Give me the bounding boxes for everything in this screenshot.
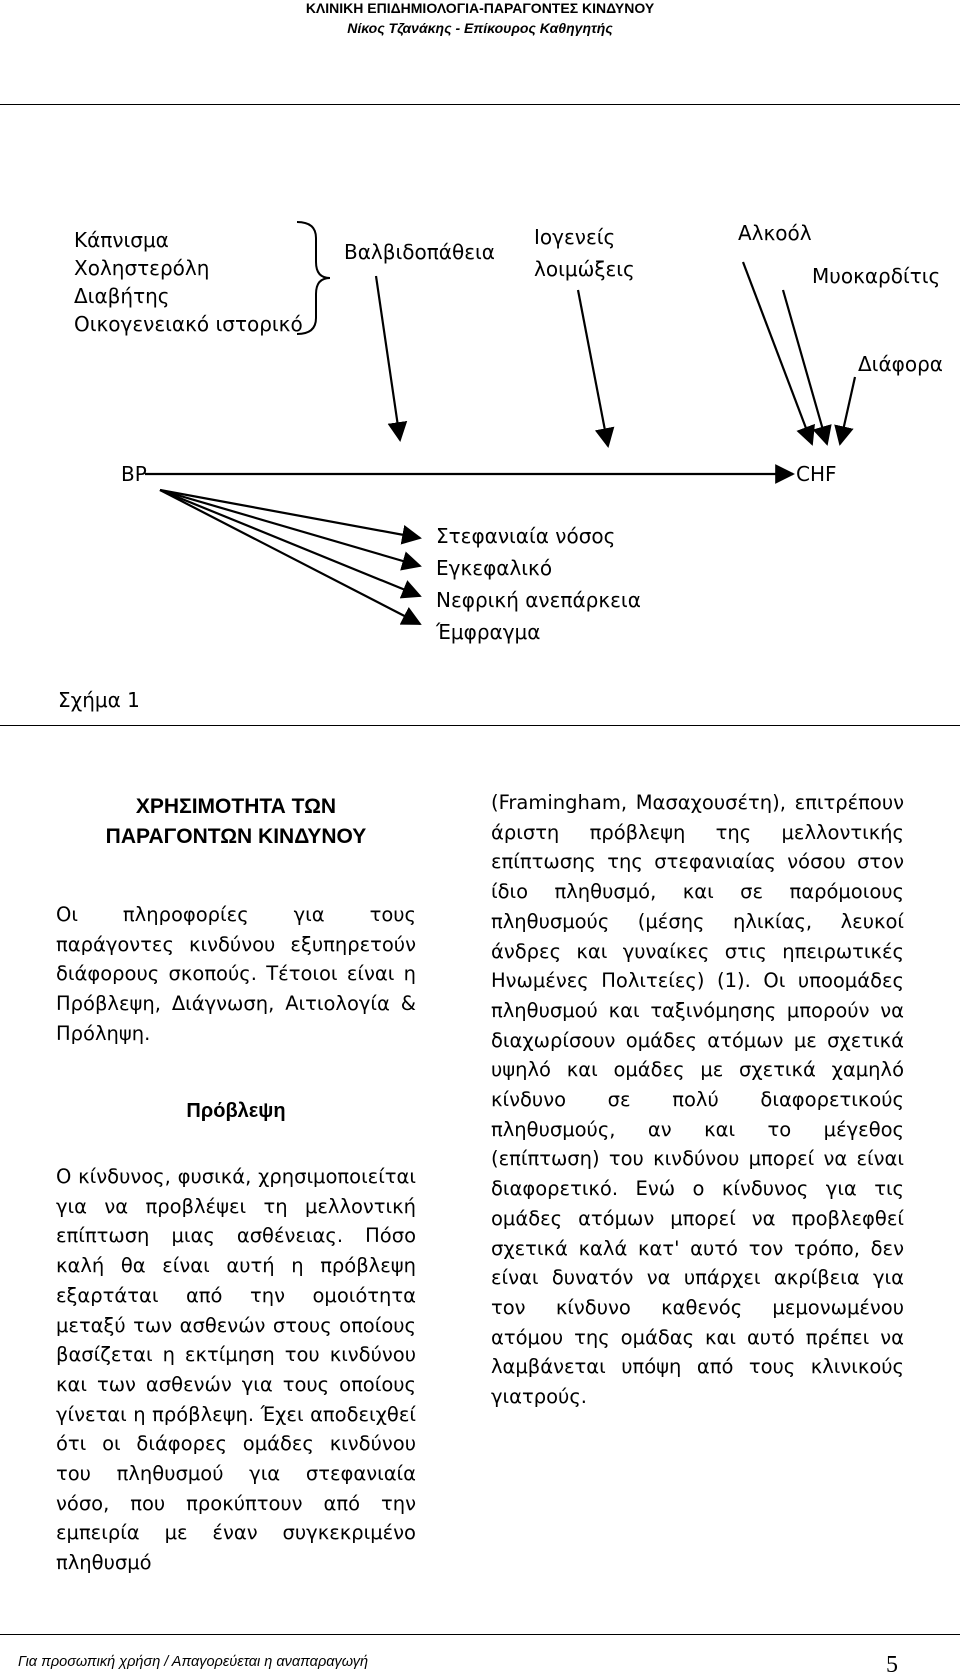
label-valvular: Βαλβιδοπάθεια	[344, 240, 495, 264]
section-heading-line2: ΠΑΡΑΓΟΝΤΩΝ ΚΙΝΔΥΝΟΥ	[105, 825, 367, 848]
section-heading	[56, 792, 416, 852]
arrow-valvular	[376, 276, 400, 440]
label-alcohol: Αλκοόλ	[738, 221, 812, 245]
risk-factor-1: Κάπνισμα	[74, 228, 169, 252]
subheading-prediction: Πρόβλεψη	[186, 1100, 286, 1122]
label-other: Διάφορα	[858, 352, 943, 376]
arrow-coronary	[160, 490, 420, 538]
risk-factor-4: Οικογενειακό ιστορικό	[74, 312, 303, 336]
label-chf: CHF	[796, 462, 837, 486]
footer-rule	[0, 1634, 960, 1635]
footer-note: Για προσωπική χρήση / Απαγορεύεται η αναπαραγωγή	[18, 1654, 369, 1670]
risk-factor-2: Χοληστερόλη	[74, 256, 210, 280]
label-bp: BP	[121, 462, 147, 486]
outcome-3: Νεφρική ανεπάρκεια	[436, 588, 641, 612]
header-author: Νίκος Τζανάκης - Επίκουρος Καθηγητής	[347, 20, 613, 36]
label-congenital: Ιογενείς	[534, 225, 616, 249]
outcome-2: Εγκεφαλικό	[436, 556, 553, 580]
right-column-paragraph: (Framingham, Μασαχουσέτη), επιτρέπουν άριστη πρόβλεψη της μελλοντικής επίπτωσης της στεφανιαίας νόσου στον ίδιο πληθυσμό, και σε παρόμοιους πληθυσμούς (μέσης ηλικίας, λευκοί άνδρες και γυναίκες στις ηπειρωτικές Ηνωμένες Πολιτείες) (1). Οι υποομάδες πληθυσμού και ταξινόμησης μπορούν να διαχωρίσουν ομάδες ατόμων με σχετικά υψηλό και ομάδες με σχετικά χαμηλό κίνδυνο σε πολύ διαφορετικούς πληθυσμούς, αν και το μέγεθος (επίπτωση) του κινδύνου μπορεί να είναι διαφορετικό. Ενώ ο κίνδυνος για τις ομάδες ατόμων μπορεί να προβλεφθεί σχετικά καλά κατ' αυτό τον τρόπο, δεν είναι δυνατόν να υπάρχει ακρίβεια για τον κίνδυνο καθενός μεμονωμένου ατόμου της ομάδας και αυτό πρέπει να λαμβάνεται υπόψη από τους κλινικούς γιατρούς.	[491, 791, 904, 1409]
prediction-paragraph: Ο κίνδυνος, φυσικά, χρησιμοποιείται για να προβλέψει τη μελλοντική επίπτωση μιας ασθένειας. Πόσο καλή θα είναι αυτή η πρόβλεψη εξαρτάται από την ομοιότητα μεταξύ των ασθενών στους οποίους βασίζεται η εκτίμηση του κινδύνου και των ασθενών για τους οποίους γίνεται η πρόβλεψη. Έχει αποδειχθεί ότι οι διάφορες ομάδες κινδύνου του πληθυσμού για στεφανιαία νόσο, που προκύπτουν από την εμπειρία με έναν συγκεκριμένο πληθυσμό	[56, 1165, 416, 1575]
arrow-myocarditis	[783, 290, 827, 444]
arrow-infarction	[160, 490, 420, 624]
label-infections: λοιμώξεις	[534, 257, 635, 281]
arrow-other	[840, 377, 855, 444]
header-title: ΚΛΙΝΙΚΗ ΕΠΙΔΗΜΙΟΛΟΓΙΑ-ΠΑΡΑΓΟΝΤΕΣ ΚΙΝΔΥΝΟΥ	[305, 0, 655, 16]
diagram-rule	[0, 725, 960, 726]
figure-caption: Σχήμα 1	[58, 688, 140, 712]
label-myocarditis: Μυοκαρδίτις	[812, 264, 941, 288]
intro-paragraph: Οι πληροφορίες για τους παράγοντες κινδύνου εξυπηρετούν διάφορους σκοπούς. Τέτοιοι είναι η Πρόβλεψη, Διάγνωση, Αιτιολογία & Πρόληψη.	[56, 903, 416, 1045]
arrow-renal	[160, 490, 420, 596]
outcome-1: Στεφανιαία νόσος	[436, 524, 616, 548]
risk-factor-3: Διαβήτης	[74, 284, 170, 308]
outcome-4: Έμφραγμα	[436, 620, 541, 644]
page-number: 5	[886, 1652, 898, 1678]
arrow-infections	[578, 290, 608, 446]
section-heading-line1: ΧΡΗΣΙΜΟΤΗΤΑ ΤΩΝ	[135, 795, 337, 818]
arrow-stroke	[160, 490, 420, 566]
